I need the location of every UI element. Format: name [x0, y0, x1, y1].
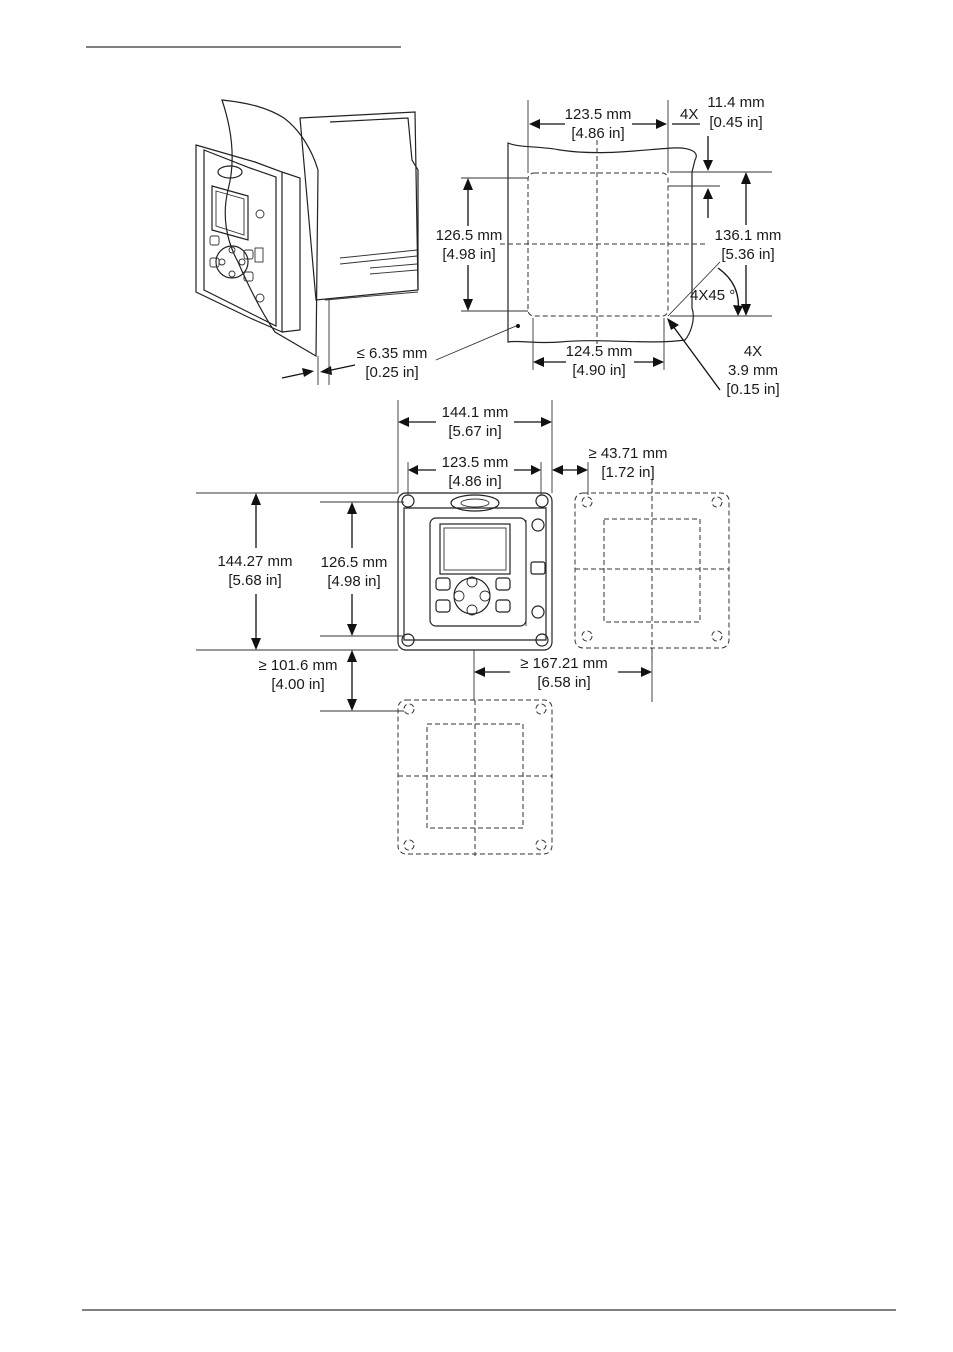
- horizontal-pitch-mm: ≥ 167.21 mm: [520, 655, 608, 672]
- front-height-dimension: [196, 493, 398, 650]
- front-width-mm: 144.1 mm: [441, 404, 509, 421]
- front-inner-width-in: [4.86 in]: [448, 473, 502, 490]
- radius-dim-mm: 3.9 mm: [727, 362, 779, 379]
- front-height-in: [5.68 in]: [228, 572, 282, 589]
- vertical-spacing-in: [4.00 in]: [271, 676, 325, 693]
- horizontal-pitch-in: [6.58 in]: [537, 674, 591, 691]
- cutout-height-in: [4.98 in]: [442, 246, 496, 263]
- cutout-width-bottom-mm: 124.5 mm: [565, 343, 633, 360]
- side-spacing-in: [1.72 in]: [601, 464, 655, 481]
- corner-count-top: 4X: [680, 106, 699, 123]
- side-spacing-mm: ≥ 43.71 mm: [588, 445, 668, 462]
- cutout-width-top-in: [4.86 in]: [571, 125, 625, 142]
- front-inner-height-in: [4.98 in]: [327, 573, 381, 590]
- adjacent-unit-right-outline: [575, 480, 729, 660]
- vertical-spacing-mm: ≥ 101.6 mm: [258, 657, 338, 674]
- front-controller-view: [398, 493, 552, 650]
- cutout-height-dimension: [463, 178, 473, 311]
- outer-height-dimension: [741, 172, 751, 316]
- front-inner-height-mm: 126.5 mm: [320, 554, 388, 571]
- radius-leader: [667, 318, 720, 390]
- panel-leader-dot: [516, 324, 520, 328]
- angle-label: 4X45 °: [690, 287, 736, 304]
- panel-thickness-in: [0.25 in]: [365, 364, 419, 381]
- panel-thickness-mm: ≤ 6.35 mm: [356, 345, 428, 362]
- front-inner-width-mm: 123.5 mm: [441, 454, 509, 471]
- radius-count: 4X: [743, 343, 763, 360]
- panel-leader-line: [436, 326, 516, 360]
- perspective-controller-view: [196, 100, 418, 356]
- dimension-labels: [217, 94, 781, 693]
- side-spacing-dimension: [552, 462, 588, 495]
- cutout-width-top-mm: 123.5 mm: [564, 106, 632, 123]
- front-width-in: [5.67 in]: [448, 423, 502, 440]
- outer-height-in: [5.36 in]: [721, 246, 775, 263]
- radius-dim-in: [0.15 in]: [726, 381, 780, 398]
- outer-height-mm: 136.1 mm: [714, 227, 782, 244]
- cutout-height-mm: 126.5 mm: [435, 227, 503, 244]
- corner-dim-mm: 11.4 mm: [707, 94, 765, 111]
- cutout-width-bottom-in: [4.90 in]: [572, 362, 626, 379]
- adjacent-unit-bottom-outline: [398, 700, 552, 856]
- corner-dim-in: [0.45 in]: [709, 114, 763, 131]
- front-height-mm: 144.27 mm: [217, 553, 293, 570]
